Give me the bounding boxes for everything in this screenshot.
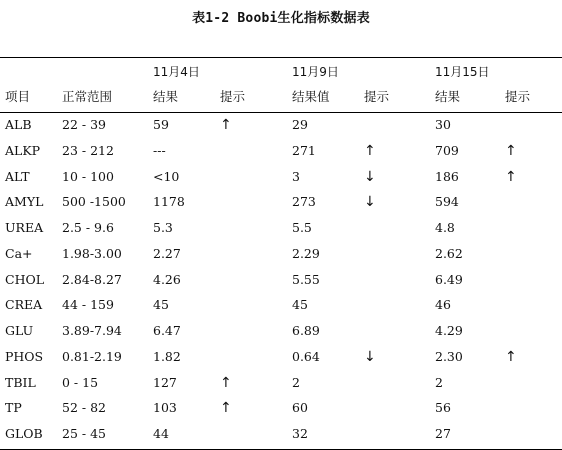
table-cell: 2 xyxy=(435,374,443,390)
table-cell: 0.64 xyxy=(292,348,320,364)
table-cell: 6.89 xyxy=(292,323,320,338)
table-cell: CHOL xyxy=(5,271,45,287)
column-header: 结果 xyxy=(435,89,461,104)
table-cell: UREA xyxy=(5,220,44,235)
header-rule xyxy=(0,112,562,113)
column-header: 正常范围 xyxy=(62,89,113,104)
table-cell: 30 xyxy=(435,117,451,132)
table-cell: PHOS xyxy=(5,348,44,364)
table-cell: CREA xyxy=(5,297,43,313)
top-rule xyxy=(0,57,562,58)
flag-arrow-icon: ↑ xyxy=(505,142,517,159)
table-cell: 6.49 xyxy=(435,271,463,287)
date-header: 11月15日 xyxy=(435,65,490,79)
table-cell: 2 xyxy=(292,374,300,390)
table-cell: ALT xyxy=(5,168,30,184)
table-cell: ALB xyxy=(5,117,32,132)
table-cell: 4.8 xyxy=(435,220,455,235)
table-cell: --- xyxy=(153,142,166,158)
column-header: 结果 xyxy=(153,89,179,104)
column-header: 提示 xyxy=(220,89,246,104)
flag-arrow-icon: ↓ xyxy=(364,348,376,365)
table-cell: 4.29 xyxy=(435,323,463,338)
table-cell: GLU xyxy=(5,323,34,338)
flag-arrow-icon: ↑ xyxy=(220,117,232,133)
date-header: 11月9日 xyxy=(292,65,339,79)
table-cell: 1.98-3.00 xyxy=(62,245,122,261)
flag-arrow-icon: ↑ xyxy=(505,168,517,185)
flag-arrow-icon: ↑ xyxy=(505,348,517,365)
table-cell: 32 xyxy=(292,426,308,441)
table-cell: 2.30 xyxy=(435,348,463,364)
table-cell: 0 - 15 xyxy=(62,374,99,390)
table-cell: 0.81-2.19 xyxy=(62,348,122,364)
flag-arrow-icon: ↓ xyxy=(364,194,376,211)
table-cell: 2.29 xyxy=(292,245,320,261)
table-cell: 594 xyxy=(435,194,459,210)
table-cell: 500 -1500 xyxy=(62,194,126,210)
table-cell: 46 xyxy=(435,297,451,313)
flag-arrow-icon: ↑ xyxy=(364,142,376,159)
table-cell: 5.5 xyxy=(292,220,312,235)
table-cell: 103 xyxy=(153,400,177,416)
date-header: 11月4日 xyxy=(153,65,200,79)
table-cell: 27 xyxy=(435,426,451,441)
column-header: 提示 xyxy=(364,89,390,104)
table-cell: 52 - 82 xyxy=(62,400,106,416)
table-cell: 45 xyxy=(153,297,169,313)
table-cell: 1178 xyxy=(153,194,185,210)
table-cell: 186 xyxy=(435,168,459,184)
table-cell: 709 xyxy=(435,142,459,158)
table-title: 表1-2 Boobi生化指标数据表 xyxy=(192,11,370,26)
table-cell: 59 xyxy=(153,117,169,132)
table-cell: 2.62 xyxy=(435,245,463,261)
table-cell: 2.84-8.27 xyxy=(62,271,122,287)
table-cell: 273 xyxy=(292,194,316,210)
table-cell: 56 xyxy=(435,400,451,416)
table-cell: 1.82 xyxy=(153,348,181,364)
table-cell: 3.89-7.94 xyxy=(62,323,122,338)
column-header: 结果值 xyxy=(292,89,330,104)
table-cell: 60 xyxy=(292,400,308,416)
column-header: 提示 xyxy=(505,89,531,104)
table-cell: AMYL xyxy=(5,194,44,210)
table-cell: 29 xyxy=(292,117,308,132)
table-cell: 4.26 xyxy=(153,271,181,287)
table-cell: ALKP xyxy=(5,142,41,158)
table-cell: 25 - 45 xyxy=(62,426,106,441)
table-cell: Ca+ xyxy=(5,245,33,261)
table-cell: 3 xyxy=(292,168,300,184)
table-cell: 22 - 39 xyxy=(62,117,106,132)
table-cell: 10 - 100 xyxy=(62,168,114,184)
table-cell: GLOB xyxy=(5,426,43,441)
column-header: 项目 xyxy=(5,89,31,104)
table-cell: 2.27 xyxy=(153,245,181,261)
table-cell: 127 xyxy=(153,374,177,390)
table-cell: 6.47 xyxy=(153,323,181,338)
table-cell: 2.5 - 9.6 xyxy=(62,220,114,235)
table-cell: TBIL xyxy=(5,374,36,390)
flag-arrow-icon: ↓ xyxy=(364,168,376,185)
table-cell: 23 - 212 xyxy=(62,142,114,158)
table-cell: 5.3 xyxy=(153,220,173,235)
table-cell: TP xyxy=(5,400,22,416)
table-cell: 271 xyxy=(292,142,316,158)
flag-arrow-icon: ↑ xyxy=(220,400,232,417)
table-cell: 44 - 159 xyxy=(62,297,114,313)
table-cell: 5.55 xyxy=(292,271,320,287)
table-cell: <10 xyxy=(153,168,180,184)
flag-arrow-icon: ↑ xyxy=(220,374,232,391)
table-cell: 44 xyxy=(153,426,169,441)
table-cell: 45 xyxy=(292,297,308,313)
